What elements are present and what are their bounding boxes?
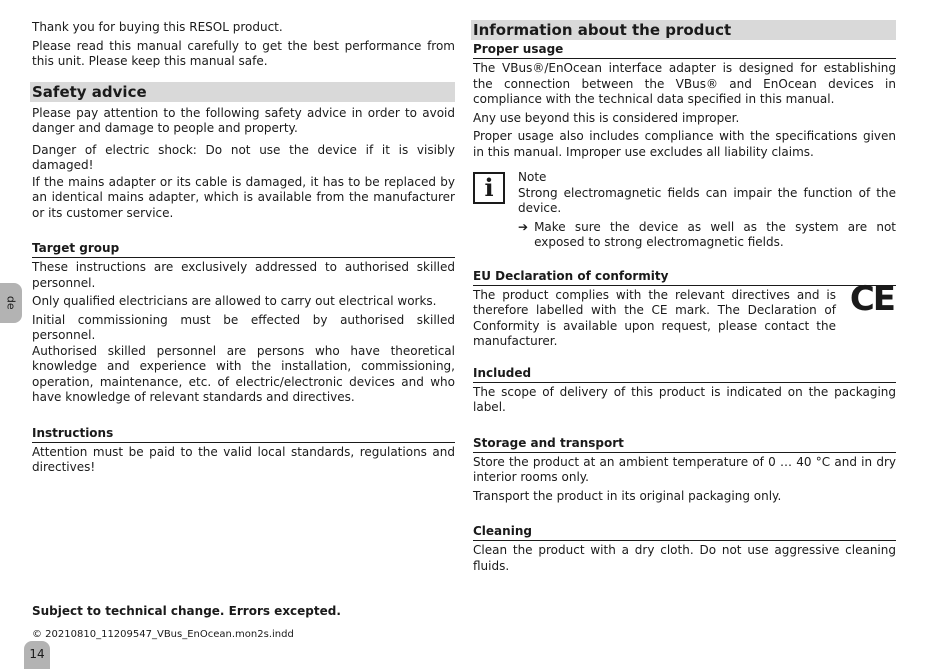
usage-paragraph: Proper usage also includes compliance with the specifications given in this manual. Improper use excludes all liability claims. <box>473 129 896 159</box>
info-icon: i <box>473 172 505 204</box>
language-tab-label: de <box>4 295 18 310</box>
right-column <box>473 20 896 577</box>
intro-read-manual: Please read this manual carefully to get the best performance from this unit. Please keep this manual safe. <box>32 38 455 68</box>
ce-mark-icon: CE <box>849 278 894 319</box>
file-reference: © 20210810_11209547_VBus_EnOcean.mon2s.indd <box>32 629 294 640</box>
eu-declaration-block <box>473 278 896 350</box>
target-group-heading: Target group <box>32 241 455 258</box>
included-text: The scope of delivery of this product is indicated on the packaging label. <box>473 384 896 414</box>
target-paragraph: Only qualified electricians are allowed to carry out electrical works. <box>32 294 437 308</box>
note-bullet <box>518 220 896 251</box>
left-column <box>32 20 455 479</box>
note-text: Strong electromagnetic fields can impair the function of the device. <box>518 185 896 215</box>
safety-paragraph: If the mains adapter or its cable is damaged, it has to be replaced by an identical mains adapter, which is available from the manufacturer or its customer service. <box>32 174 455 220</box>
note-title: Note <box>518 170 547 184</box>
included-heading: Included <box>473 366 896 383</box>
usage-paragraph: The VBus®/EnOcean interface adapter is designed for establishing the connection between the VBus® and EnOcean devices in compliance with the technical data specified in this manual. <box>473 61 896 106</box>
arrow-right-icon: ➔ <box>518 219 529 234</box>
instructions-heading: Instructions <box>32 426 455 443</box>
storage-heading: Storage and transport <box>473 436 896 453</box>
safety-paragraph: Danger of electric shock: Do not use the device if it is visibly damaged! <box>32 142 455 172</box>
note-bullet-text: Make sure the device as well as the system are not exposed to strong electromagnetic fields. <box>534 219 896 249</box>
usage-paragraph: Any use beyond this is considered improper. <box>473 110 740 125</box>
storage-paragraph: Transport the product in its original packaging only. <box>473 488 782 503</box>
note-box <box>473 170 896 251</box>
page-number: 14 <box>24 641 50 669</box>
instructions-paragraph: Attention must be paid to the valid local standards, regulations and directives! <box>32 444 455 474</box>
language-tab[interactable] <box>0 283 22 323</box>
eu-declaration-heading: EU Declaration of conformity <box>473 269 896 286</box>
eu-declaration-text: The product complies with the relevant directives and is therefore labelled with the CE mark. The Declaration of Conformity is available upon request, please contact the manufacturer. <box>473 287 836 348</box>
cleaning-text: Clean the product with a dry cloth. Do not use aggressive cleaning fluids. <box>473 543 896 573</box>
safety-paragraph: Please pay attention to the following safety advice in order to avoid danger and damage to people and property. <box>32 105 455 135</box>
cleaning-heading: Cleaning <box>473 524 896 541</box>
target-paragraph: These instructions are exclusively addressed to authorised skilled personnel. <box>32 260 455 290</box>
safety-advice-heading: Safety advice <box>30 82 455 102</box>
product-info-heading: Information about the product <box>471 20 896 40</box>
storage-paragraph: Store the product at an ambient temperature of 0 … 40 °C and in dry interior rooms only. <box>473 454 896 484</box>
proper-usage-heading: Proper usage <box>473 42 896 59</box>
target-paragraph: Initial commissioning must be effected by authorised skilled personnel. <box>32 312 455 342</box>
disclaimer: Subject to technical change. Errors excepted. <box>32 604 341 618</box>
intro-thanks: Thank you for buying this RESOL product. <box>32 20 283 34</box>
target-paragraph: Authorised skilled personnel are persons who have theoretical knowledge and experience with the installation, commissioning, operation, maintenance, etc. of electric/electronic devices and who have knowledge of relevant standards and directives. <box>32 343 455 404</box>
